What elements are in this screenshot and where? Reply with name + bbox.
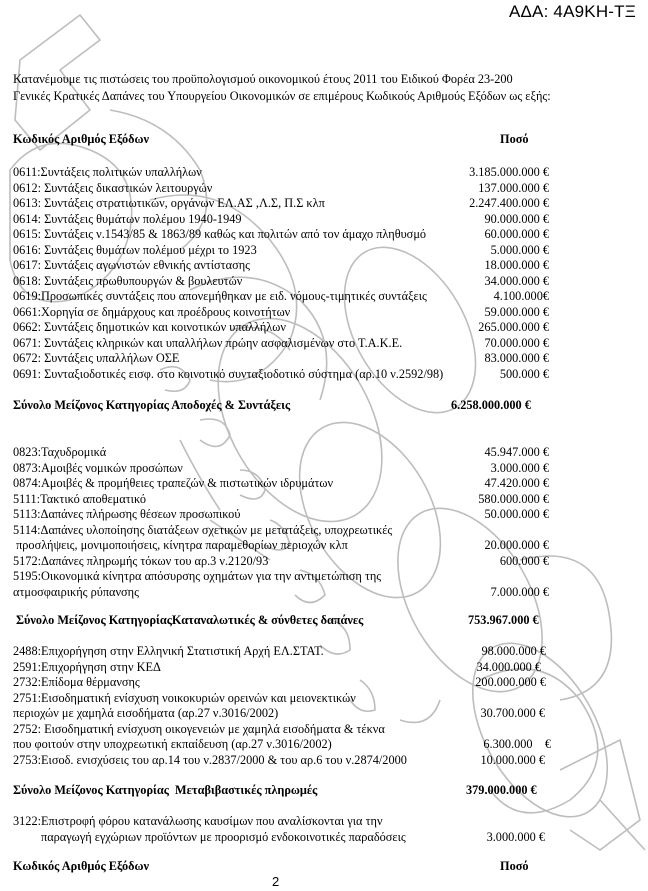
code-column-header: Κωδικός Αριθμός Εξόδων <box>13 132 149 146</box>
table-row <box>13 674 573 690</box>
table-row <box>13 584 573 600</box>
table-row <box>13 568 573 584</box>
row-amount: 4.100.000€ <box>493 289 549 303</box>
row-label: 2752: Εισοδηματική ενίσχυση οικογενειών με χαμηλά εισοδήματα & τέκνα <box>13 721 385 736</box>
row-label: 5113:Δαπάνες πλήρωσης θέσεων προσωπικού <box>13 507 241 521</box>
table-row <box>13 752 573 768</box>
table-row <box>13 350 573 366</box>
row-label: παραγωγή εγχώριων προϊόντων με προορισμό ενδοκοινοτικές παραδόσεις <box>41 829 406 844</box>
row-label: 0613: Συντάξεις στρατιωτικών, οργάνων ΕΛ.ΑΣ ,Λ.Σ, Π.Σ κλπ <box>13 196 325 210</box>
table-row <box>13 491 573 507</box>
row-label: 0662: Συντάξεις δημοτικών και κοινοτικών υπαλλήλων <box>13 320 286 334</box>
row-amount: 50.000.000 € <box>484 507 549 521</box>
table-row <box>13 335 573 351</box>
table-row <box>13 257 573 273</box>
row-label: 5172:Δαπάνες πληρωμής τόκων του αρ.3 ν.2120/93 <box>13 553 269 568</box>
table-row <box>13 211 573 227</box>
page-number: 2 <box>272 874 280 889</box>
row-label: 0619:Προσωπικές συντάξεις που απονεμήθηκαν με ειδ. νόμους-τιμητικές συντάξεις <box>13 289 427 303</box>
table-header <box>13 131 573 147</box>
row-label: 2732:Επίδομα θέρμανσης <box>13 675 140 689</box>
table-row <box>13 460 573 476</box>
row-label: 5195:Οικονομικά κίνητρα απόσυρσης οχημάτων για την αντιμετώπιση της <box>13 569 382 583</box>
row-amount: 98.000.000 € <box>481 644 546 658</box>
row-amount: 6.300.000 € <box>483 737 551 751</box>
row-label: 0661:Χορηγία σε δημάρχους και προέδρους κοινοτήτων <box>13 304 291 319</box>
row-amount: 34.000.000 € <box>476 659 541 674</box>
total-label: Σύνολο Μείζονος Κατηγορίας Αποδοχές & Συντάξεις <box>13 398 291 412</box>
table-row <box>13 690 573 706</box>
table-row <box>13 829 573 845</box>
table-row <box>13 705 573 721</box>
row-amount: 200.000.000 € <box>475 675 546 689</box>
row-label: 0615: Συντάξεις ν.1543/85 & 1863/89 καθώς και πολιτών από τον άμαχο πληθυσμό <box>13 227 427 241</box>
table-row <box>13 643 573 659</box>
row-amount: 60.000.000 € <box>484 227 549 241</box>
ada-document-id: ΑΔΑ: 4Α9ΚΗ-ΤΞ <box>508 2 636 21</box>
table-row <box>13 304 573 320</box>
table-row <box>13 180 573 196</box>
table-row <box>13 319 573 335</box>
row-amount: 47.420.000 € <box>484 476 549 490</box>
total-amount: 6.258.000.000 € <box>451 398 531 412</box>
row-label: 0617: Συντάξεις αγωνιστών εθνικής αντίστασης <box>13 258 250 272</box>
table-row <box>13 721 573 737</box>
row-label: 2753:Εισοδ. ενισχύσεις του αρ.14 του ν.2837/2000 & του αρ.6 του ν.2874/2000 <box>13 752 407 767</box>
row-amount: 580.000.000 € <box>478 491 549 506</box>
row-amount: 7.000.000 € <box>490 584 549 599</box>
table-row <box>13 288 573 304</box>
table-row <box>13 553 573 569</box>
table-row <box>13 273 573 289</box>
table-row <box>13 242 573 258</box>
row-label: 5111:Τακτικό αποθεματικό <box>13 491 147 506</box>
row-label: που φοιτούν στην υποχρεωτική εκπαίδευση (αρ.27 ν.3016/2002) <box>13 737 332 751</box>
row-label: 0691: Συνταξιοδοτικές εισφ. στο κοινοτικό συνταξιοδοτικό σύστημα (αρ.10 ν.2592/98) <box>13 366 444 381</box>
row-amount: 10.000.000 € <box>480 752 545 767</box>
row-amount: 3.000.000 € <box>490 460 549 475</box>
row-label: 0873:Αμοιβές νομικών προσώπων <box>13 460 183 475</box>
row-label: 0823:Ταχυδρομικά <box>13 445 107 459</box>
row-label: 2751:Εισοδηματική ενίσχυση νοικοκυριών ορεινών και μειονεκτικών <box>13 690 356 705</box>
total-amount: 379.000.000 € <box>466 783 537 797</box>
row-amount: 20.000.000 € <box>484 538 549 552</box>
table-row <box>13 813 573 829</box>
table-row <box>13 522 573 538</box>
table-row <box>13 736 573 752</box>
code-column-header: Κωδικός Αριθμός Εξόδων <box>13 859 149 873</box>
row-amount: 3.185.000.000 € <box>469 165 549 179</box>
row-amount: 5.000.000 € <box>490 242 549 257</box>
row-label: 5114:Δαπάνες υλοποίησης διατάξεων σχετικών με μετατάξεις, υποχρεωτικές <box>13 522 393 537</box>
row-label: ατμοσφαιρικής ρύπανσης <box>13 584 139 599</box>
row-amount: 2.247.400.000 € <box>469 196 549 210</box>
row-label: περιοχών με χαμηλά εισοδήματα (αρ.27 ν.3016/2002) <box>13 706 279 720</box>
section-total <box>13 397 573 413</box>
row-label: 0611:Συντάξεις πολιτικών υπαλλήλων <box>13 165 202 179</box>
row-amount: 500.000 € <box>499 366 549 381</box>
table-row <box>13 444 573 460</box>
table-row <box>13 226 573 242</box>
total-label: Σύνολο Μείζονος Κατηγορίας Μεταβιβαστικές πληρωμές <box>13 783 318 797</box>
total-label: Σύνολο Μείζονος ΚατηγορίαςΚαταναλωτικές & σύνθετες δαπάνες <box>16 613 364 627</box>
row-amount: 70.000.000 € <box>484 335 549 350</box>
row-amount: 83.000.000 € <box>484 351 549 365</box>
row-label: 3122:Επιστροφή φόρου κατανάλωσης καυσίμων που αναλίσκονται για την <box>13 814 383 828</box>
table-row <box>13 366 573 382</box>
table-row <box>13 537 573 553</box>
row-label: 0874:Αμοιβές & προμήθειες τραπεζών & πιστωτικών ιδρυμάτων <box>13 476 334 490</box>
row-amount: 30.700.000 € <box>480 706 545 720</box>
amount-column-header: Ποσό <box>500 859 529 873</box>
amount-column-header: Ποσό <box>500 132 529 146</box>
row-label: 2488:Επιχορήγηση στην Ελληνική Στατιστική Αρχή ΕΛ.ΣΤΑΤ. <box>13 644 324 658</box>
table-row <box>13 506 573 522</box>
table-row <box>13 659 573 675</box>
row-amount: 90.000.000 € <box>484 211 549 226</box>
intro-paragraph: Κατανέμουμε τις πιστώσεις του προϋπολογισμού οικονομικού έτους 2011 του Ειδικού Φορέα 23-200 Γενικές Κρατικές Δαπάνες του Υπουργείου Οικονομικών σε επιμέρους Κωδικούς Αριθμούς Εξόδων ως εξής: <box>13 72 551 103</box>
row-amount: 137.000.000 € <box>478 180 549 195</box>
row-amount: 18.000.000 € <box>484 258 549 272</box>
section-total <box>13 782 573 798</box>
row-amount: 3.000.000 € <box>486 829 545 844</box>
row-amount: 45.947.000 € <box>484 445 549 459</box>
row-label: προσλήψεις, μονιμοποιήσεις, κίνητρα παραμεθορίων περιοχών κλπ <box>13 538 348 552</box>
row-amount: 265.000.000 € <box>478 320 549 334</box>
total-amount: 753.967.000 € <box>468 613 539 627</box>
row-amount: 600.000 € <box>499 553 549 568</box>
row-label: 0618: Συντάξεις πρωθυπουργών & βουλευτών <box>13 273 243 288</box>
table-row <box>13 195 573 211</box>
section-total <box>16 612 576 628</box>
row-label: 0614: Συντάξεις θυμάτων πολέμου 1940-1949 <box>13 211 242 226</box>
row-label: 0671: Συντάξεις κληρικών και υπαλλήλων πρώην ασφαλισμένων στο Τ.Α.Κ.Ε. <box>13 335 403 350</box>
row-label: 0616: Συντάξεις θυμάτων πολέμου μέχρι το 1923 <box>13 242 257 257</box>
table-row <box>13 475 573 491</box>
row-label: 2591:Επιχορήγηση στην ΚΕΔ <box>13 659 161 674</box>
row-amount: 59.000.000 € <box>484 304 549 319</box>
row-label: 0612: Συντάξεις δικαστικών λειτουργών <box>13 180 213 195</box>
table-row <box>13 164 573 180</box>
row-amount: 34.000.000 € <box>484 273 549 288</box>
row-label: 0672: Συντάξεις υπαλλήλων ΟΣΕ <box>13 351 180 365</box>
table-header-continued <box>13 858 573 874</box>
